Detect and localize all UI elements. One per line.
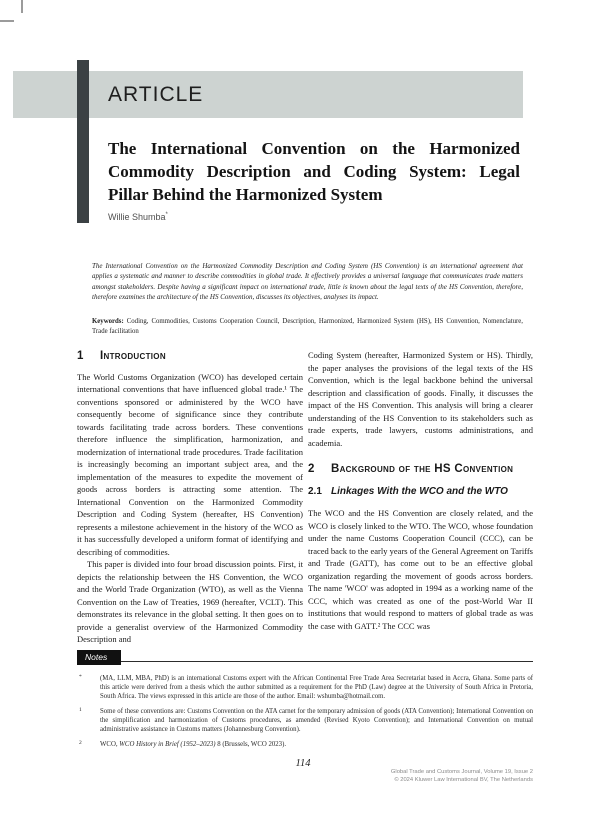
notes-label: Notes — [77, 650, 121, 665]
footnote-marker: 2 — [79, 740, 82, 746]
footnote-2 — [77, 740, 533, 749]
footnote-text: (MA, LLM, MBA, PhD) is an international Customs expert with the African Continental Free Trade Area Secretariat based in Accra, Ghana. Some parts of this article were derived from a thesis which the author submitted as a requirement for the PhD (Law) degree at the University of South Africa in Pretoria, South Africa. The views expressed in this article are those of the author. Email: wshumba@hotmail.com. — [100, 675, 533, 700]
article-type-label: ARTICLE — [108, 83, 204, 106]
subsection-title: Linkages With the WCO and the WTO — [331, 485, 508, 497]
section-number: 1 — [77, 350, 84, 362]
author-footnote-mark: * — [165, 212, 168, 218]
author-name: Willie Shumba — [108, 212, 166, 222]
footnote-author — [77, 674, 533, 701]
journal-info — [293, 768, 533, 784]
body-paragraph: The WCO and the HS Convention are closely related, and the WCO is closely linked to the WTO. The WCO, whose foundation under the name Customs Cooperation Council (CCC), can be traced back to the early years of the General Agreement on Tariffs and Trade (GATT), has come out to be an effective global organization regarding the movement of goods across borders. The name 'WCO' was adopted in 1994 as a working name of the CCC, which was created as one of the post-World War II institutions that would respond to matters of global trade as was the case with GATT.² The CCC was — [308, 508, 533, 631]
section-heading-introduction — [77, 350, 303, 363]
page-number: 114 — [295, 758, 311, 769]
footnote-marker: * — [79, 674, 82, 680]
section-title: Background of the HS Convention — [331, 463, 514, 475]
footnote-marker: 1 — [79, 707, 82, 713]
body-column-right — [308, 349, 533, 647]
subsection-heading-linkages — [308, 486, 533, 499]
section-number: 2 — [308, 463, 315, 475]
body-paragraph: Coding System (hereafter, Harmonized System or HS). Thirdly, the paper analyses the provisions of the legal texts of the HS Convention, which is the legal backbone behind the universal description and classification of goods. Finally, it discusses the impact of the HS Convention. This analysis will bring a clearer understanding of the HS Convention to its stakeholders such as trade experts, trade lawyers, customs administrations, and academia. — [308, 350, 533, 448]
subsection-number: 2.1 — [308, 485, 322, 497]
notes-divider-rule — [77, 661, 533, 662]
section-heading-background — [308, 463, 533, 476]
article-type-banner — [13, 71, 523, 118]
footnote-list — [77, 674, 533, 755]
footnote-text-prefix: WCO, — [100, 741, 120, 748]
body-column-left — [77, 349, 303, 647]
footnote-text-suffix: 8 (Brussels, WCO 2023). — [215, 741, 287, 748]
journal-volume-line: Global Trade and Customs Journal, Volume 19, Issue 2 — [390, 769, 533, 775]
article-title: The International Convention on the Harmonized Commodity Description and Coding System: Legal Pillar Behind the Harmonized System — [108, 139, 520, 204]
footnote-text: Some of these conventions are: Customs Convention on the ATA carnet for the temporary admission of goods (ATA Convention); International Convention on the simplification and harmonization of Customs procedures, as amended (Revised Kyoto Convention); and International Convention on mutual administrative assistance in Customs matters (Johannesburg Convention). — [100, 708, 533, 733]
author-line — [108, 212, 168, 222]
body-paragraph: The World Customs Organization (WCO) has developed certain international conventions that have influenced global trade.¹ The conventions sponsored or administered by the WCO have consequently become of significance since they contribute towards facilitating trade across borders. These conventions therefore influence the simplification, harmonization, and modernization of international trade procedures. Trade facilitation is increasingly becoming an important subject area, and the implementation of the measures to expedite the movement of goods across borders is attracting some attention. The International Convention on the Harmonized Commodity Description and Coding System (hereafter, HS Convention) represents a milestone achievement in the history of the WCO as it has successfully developed a uniform format of identifying and describing of commodities. — [77, 371, 303, 557]
keywords-text: Coding, Commodities, Customs Cooperation Council, Description, Harmonized, Harmonized System (HS), HS Convention, Nomenclature, Trade facilitation — [92, 318, 523, 335]
footnote-1 — [77, 707, 533, 734]
section-title: Introduction — [100, 350, 166, 362]
accent-bar — [77, 60, 89, 223]
footnote-text-citation: WCO History in Brief (1952–2023) — [119, 741, 216, 748]
keywords-label: Keywords: — [92, 318, 124, 325]
crop-mark-vertical — [21, 0, 23, 13]
abstract-text: The International Convention on the Harmonized Commodity Description and Coding System (HS Convention) is an international agreement that applies a systematic and manner to describe commodities in global trade. It effectively provides a universal language that communicates trade matters amongst stakeholders. Despite having a significant impact on international trade, little is known about the legal texts of the HS Convention, therefore, therefore examines the architecture of the HS Convention, discusses its objectives, analyses its impact. — [92, 262, 523, 301]
journal-copyright-line: © 2024 Kluwer Law International BV, The Netherlands — [394, 777, 533, 783]
body-paragraph: This paper is divided into four broad discussion points. First, it depicts the relationship between the HS Convention, the WCO and the World Trade Organization (WTO), as well as the Vienna Convention on the Law of Treaties, 1969 (hereafter, VCLT). This demonstrates its relevance in the global setting. It then goes on to provide a generalist overview of the Harmonized Commodity Description and — [77, 559, 303, 644]
crop-mark-horizontal — [0, 20, 14, 22]
keywords-line — [92, 317, 523, 336]
